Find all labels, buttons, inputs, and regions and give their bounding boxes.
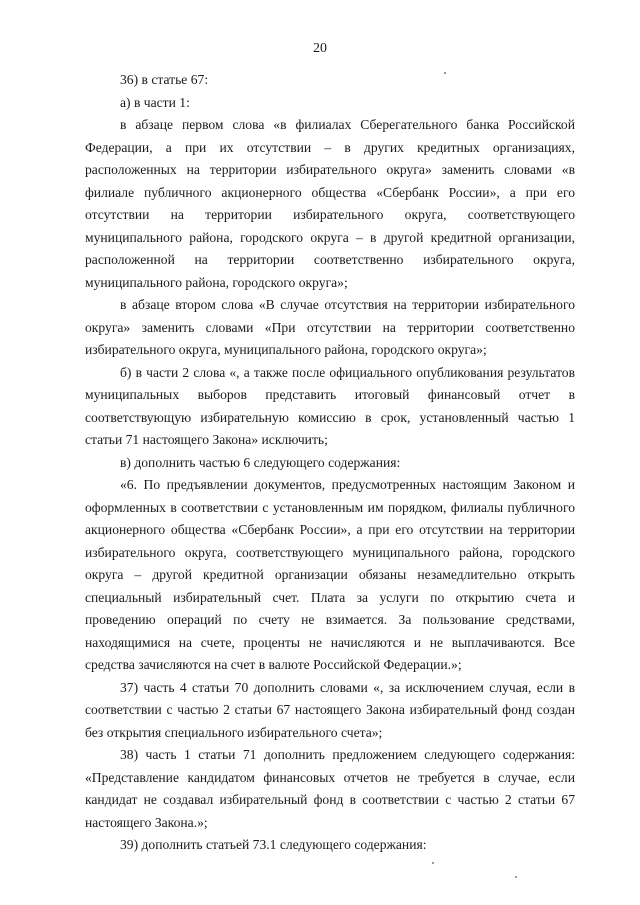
paragraph-first-abzac: в абзаце первом слова «в филиалах Сберегательного банка Российской Федерации, а при их отсутствии – в других кредитных организациях, расположенных на территории избирательного округа» заменить словами «в филиале публичного акционерного общества «Сбербанк России», а при его отсутствии на территории избирательного округа, соответствующего муниципального района, городского округа – в другой кредитной организации, расположенной на территории соответственно избирательного округа, муниципального района, городского округа»; <box>85 117 575 290</box>
paragraph-second-abzac: в абзаце втором слова «В случае отсутствия на территории избирательного округа» заменить словами «При отсутствии на территории соответственно избирательного округа, муниципального района, городского округа»; <box>85 297 575 357</box>
scan-speck <box>432 862 434 864</box>
document-body <box>85 69 575 857</box>
paragraph-subitem-b: б) в части 2 слова «, а также после официального опубликования результатов муниципальных выборов представить итоговый финансовый отчет в соответствующую избирательную комиссию в срок, установленный частью 1 статьи 71 настоящего Закона» исключить; <box>85 364 575 447</box>
page-number: 20 <box>313 41 327 56</box>
scan-speck <box>444 72 446 74</box>
paragraph-subitem-v: в) дополнить частью 6 следующего содержания: <box>120 454 401 470</box>
paragraph-item-39: 39) дополнить статьей 73.1 следующего содержания: <box>120 837 427 852</box>
paragraph-item-38: 38) часть 1 статьи 71 дополнить предложением следующего содержания: «Представление кандидатом финансовых отчетов не требуется в случае, если кандидат не создавал избирательный фонд в соответствии с частью 2 статьи 67 настоящего Закона.»; <box>85 747 575 830</box>
paragraph-item-37: 37) часть 4 статьи 70 дополнить словами «, за исключением случая, если в соответствии с частью 2 статьи 67 настоящего Закона избирательный фонд создан без открытия специального избирательного счета»; <box>85 679 575 740</box>
paragraph-subitem-a: а) в части 1: <box>120 94 190 110</box>
paragraph-item-36: 36) в статье 67: <box>120 72 209 87</box>
scan-speck <box>515 876 517 878</box>
paragraph-part-6: «6. По предъявлении документов, предусмотренных настоящим Законом и оформленных в соответствии с установленным им порядком, филиалы публичного акционерного общества «Сбербанк России», а при его отсутствии на территории избирательного округа, соответствующего муниципального района, городского округа – другой кредитной организации обязаны незамедлительно открыть специальный избирательный счет. Плата за услуги по открытию счета и проведению операций по счету не взимается. За пользование средствами, находящимися на счете, проценты не начисляются и не выплачиваются. Все средства зачисляются на счет в валюте Российской Федерации.»; <box>85 477 575 672</box>
